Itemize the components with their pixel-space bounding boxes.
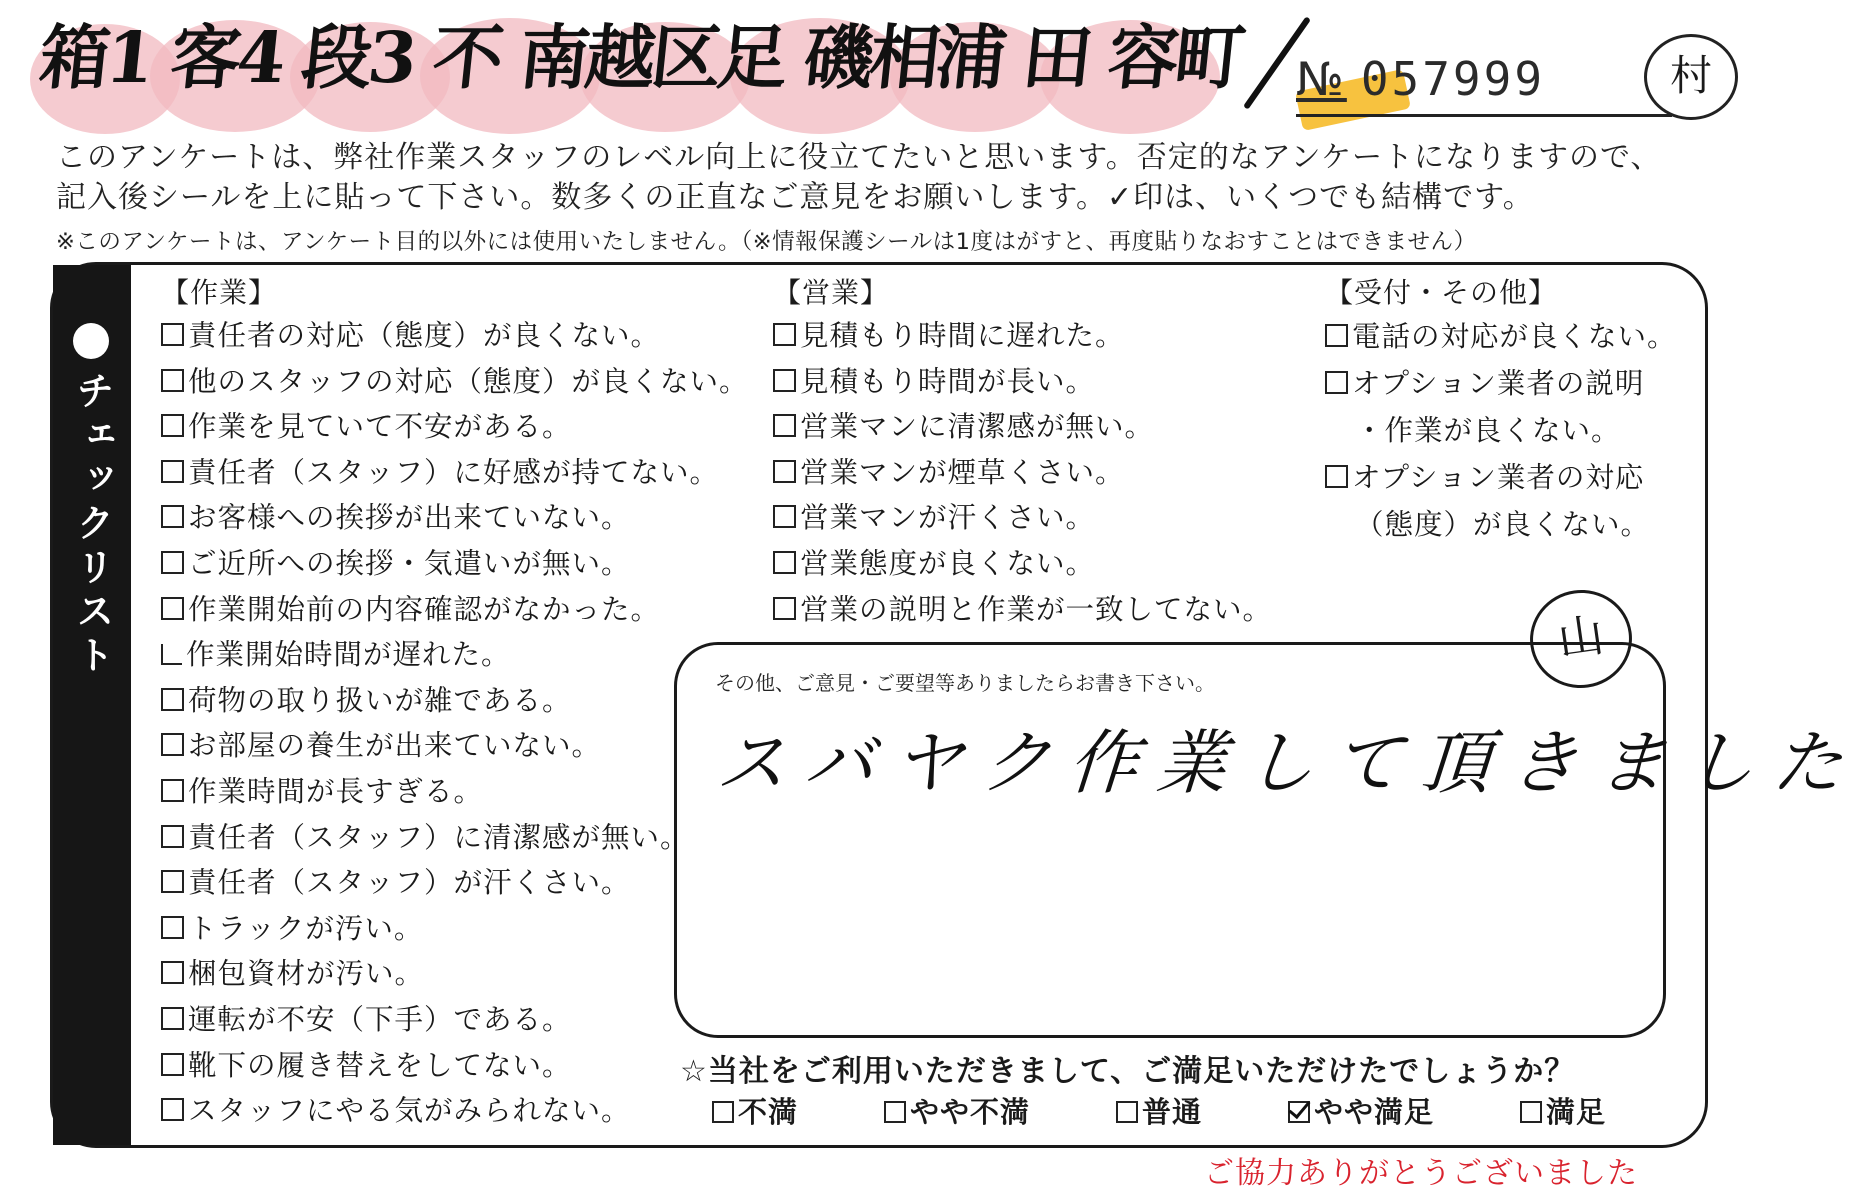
sales-item[interactable]: 見積もり時間が長い。 [773,359,1272,405]
stamp-mark: 村 [1644,34,1738,120]
checkbox-icon[interactable] [161,870,184,893]
checkbox-icon[interactable] [1325,324,1348,347]
thanks-footer: ご協力ありがとうございました [1204,1156,1638,1191]
checkbox-icon[interactable] [161,369,184,392]
checked-checkbox-icon[interactable] [1288,1101,1310,1123]
privacy-notice: ※このアンケートは、アンケート目的以外には使用いたしません。（※情報保護シールは1度はがすと、再度貼りなおすことはできません） [56,229,1477,255]
work-item[interactable]: トラックが汚い。 [161,906,749,952]
checkbox-icon[interactable] [161,825,184,848]
sales-title: 【営業】 [773,276,890,309]
work-item[interactable]: スタッフにやる気がみられない。 [161,1088,749,1134]
work-item[interactable]: 責任者（スタッフ）が汗くさい。 [161,860,749,906]
work-item[interactable]: 他のスタッフの対応（態度）が良くない。 [161,359,749,405]
checkbox-icon[interactable] [161,460,184,483]
sales-item[interactable]: 営業マンが汗くさい。 [773,495,1272,541]
intro-text [56,138,1716,218]
reception-column [1325,273,1677,548]
work-item[interactable]: 作業時間が長すぎる。 [161,769,749,815]
checkbox-icon[interactable] [773,505,796,528]
work-column [161,273,749,1134]
work-item[interactable]: 梱包資材が汚い。 [161,951,749,997]
option-somewhat-dissatisfied[interactable]: やや不満 [884,1090,1030,1131]
sidebar-label: チェックリスト [70,371,114,679]
bullet-dot-icon [73,323,109,359]
reception-item[interactable]: オプション業者の対応 [1325,454,1677,501]
checkbox-icon[interactable] [1325,465,1348,488]
work-item[interactable]: 責任者（スタッフ）に清潔感が無い。 [161,815,749,861]
intro-line-2: 記入後シールを上に貼って下さい。数多くの正直なご意見をお願いします。✓印は、いくつでも結構です。 [56,180,1534,215]
option-dissatisfied[interactable]: 不満 [712,1090,798,1131]
sales-item[interactable]: 営業の説明と作業が一致してない。 [773,587,1272,633]
sales-item[interactable]: 営業態度が良くない。 [773,541,1272,587]
work-title: 【作業】 [161,276,278,309]
checkbox-icon[interactable] [161,779,184,802]
checkbox-icon[interactable] [161,733,184,756]
checkbox-icon[interactable] [161,961,184,984]
work-item[interactable]: 靴下の履き替えをしてない。 [161,1043,749,1089]
reception-item-continued: （態度）が良くない。 [1355,508,1651,541]
work-item[interactable]: お部屋の養生が出来ていない。 [161,723,749,769]
handwritten-comment: スバヤク作業して頂きました [713,722,1864,804]
serial-value: 057999 [1360,52,1546,106]
work-item[interactable]: 運転が不安（下手）である。 [161,997,749,1043]
checkbox-icon[interactable] [161,916,184,939]
checkbox-icon[interactable] [161,597,184,620]
sales-item[interactable]: 見積もり時間に遅れた。 [773,313,1272,359]
comment-box[interactable] [674,642,1864,1038]
comment-prompt: その他、ご意見・ご要望等ありましたらお書き下さい。 [715,671,1215,695]
checkbox-icon[interactable] [773,369,796,392]
reception-item[interactable]: オプション業者の説明 [1325,360,1677,407]
checkbox-icon[interactable] [161,551,184,574]
checkbox-icon[interactable] [773,323,796,346]
work-item[interactable]: 作業開始時間が遅れた。 [161,632,749,678]
sales-item[interactable]: 営業マンに清潔感が無い。 [773,404,1272,450]
sales-column [773,273,1272,632]
serial-number [1296,52,1545,106]
serial-underline [1296,114,1672,117]
sales-item[interactable]: 営業マンが煙草くさい。 [773,450,1272,496]
intro-line-1: このアンケートは、弊社作業スタッフのレベル向上に役立てたいと思います。否定的なアンケートになりますので、 [56,140,1662,175]
satisfaction-question: ☆当社をご利用いただきまして、ご満足いただけたでしょうか？ [680,1054,1576,1089]
checklist-sidebar [53,265,131,1145]
reception-item[interactable]: 電話の対応が良くない。 [1325,313,1677,360]
handwritten-header: 箱1 客4 段3 不 南越区足 磯相浦 田 容町 [35,16,1246,99]
option-satisfied[interactable]: 満足 [1520,1090,1606,1131]
checkbox-icon[interactable] [161,1007,184,1030]
option-somewhat-satisfied[interactable]: やや満足 [1288,1090,1434,1131]
checkbox-icon[interactable] [161,414,184,437]
checkbox-icon[interactable] [161,644,182,665]
reception-item-continued: ・作業が良くない。 [1355,414,1621,447]
work-item[interactable]: 責任者（スタッフ）に好感が持てない。 [161,450,749,496]
checkbox-icon[interactable] [1520,1101,1542,1123]
work-item[interactable]: 責任者の対応（態度）が良くない。 [161,313,749,359]
work-item[interactable]: ご近所への挨拶・気遣いが無い。 [161,541,749,587]
option-neutral[interactable]: 普通 [1116,1090,1202,1131]
checkbox-icon[interactable] [773,414,796,437]
work-item[interactable]: 荷物の取り扱いが雑である。 [161,678,749,724]
work-item[interactable]: 作業開始前の内容確認がなかった。 [161,587,749,633]
checkbox-icon[interactable] [1116,1101,1138,1123]
checkbox-icon[interactable] [161,688,184,711]
checkbox-icon[interactable] [161,505,184,528]
checkbox-icon[interactable] [161,323,184,346]
checkbox-icon[interactable] [773,460,796,483]
circled-mark: 山 [1524,583,1639,694]
work-item[interactable]: 作業を見ていて不安がある。 [161,404,749,450]
checkbox-icon[interactable] [712,1101,734,1123]
checkbox-icon[interactable] [161,1053,184,1076]
work-item[interactable]: お客様への挨拶が出来ていない。 [161,495,749,541]
checkbox-icon[interactable] [161,1098,184,1121]
checkbox-icon[interactable] [884,1101,906,1123]
satisfaction-options [712,1090,1682,1136]
checkbox-icon[interactable] [773,597,796,620]
checkbox-icon[interactable] [773,551,796,574]
serial-prefix: № [1296,52,1347,106]
checkbox-icon[interactable] [1325,371,1348,394]
reception-title: 【受付・その他】 [1325,276,1558,309]
